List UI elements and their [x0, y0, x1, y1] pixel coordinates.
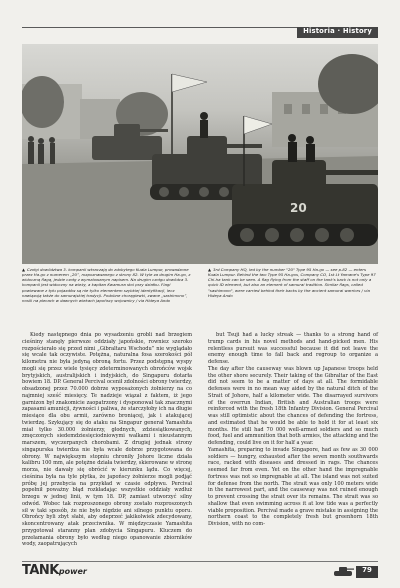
body-english — [208, 332, 378, 528]
caption-polish-text: Czołgi dowództwa 3. kompanii wkraczają do zdobytego Kuala Lumpur, prowadzone przez Ha-go z numerem „20”, rozpoznawanego z strony 82. W tyle za drugim Ha-go, z widoczną flagą, jedzie czołg z wymalowanym napisem. Na drugim czołgu dowódca 3. kompanii jest widoczny na wieży, a kapitan Kwamura stoi przy działku. Flagi powiewane z tyłu pojazdów są nie tylko elementem szybkiej identyfikacji, lecz nawiązują także do samurajskiej tradycji. Podobne chorągiewki, zwane „sashimono”, nosili na plecach w dawnych wiekach japońscy wojownicy / via Hideya Ando — [22, 267, 191, 303]
tank-icon — [332, 566, 354, 577]
logo-sub: power — [58, 567, 87, 576]
caption-english — [208, 267, 378, 298]
caption-arrow-icon: ▲ — [22, 267, 25, 272]
caption-english-text: 3rd Company HQ, led by the number "20" Type 95 Ha-go — see p.82 — enters Kuala Lumpur. Behind the two Type 95 Ha-gos, Company CO, 1st Lt Yamane's Type 97 Chi-ha tank can be seen. A flag flying from the staff on the tank's back is not only a quick ID element, but also an element of samurai tradition. Similar flags, called "sashimono", were carried behind their backs by the ancient samurai warriors / via Hideya Ando — [208, 267, 376, 298]
caption-polish — [22, 267, 192, 303]
svg-text:20: 20 — [290, 201, 307, 215]
body-polish: Kiedy następnego dnia po wysadzeniu grobli nad brzegiem cieśniny stanęły pierwsze oddziały japońskie, rowniez szeroko rozpościerało się przed nimi „Gibraltaru Wschodu” nie wyglądało się wcale tak oczywiste. Potężna, naturalna fosa szerokości pół kilometra nie była jedyną obroną fortu. Przez podstępną wyspy mogli się przez wiele tysięcy zdeterminowanych obrońców wojsk brytyjskich, australijskich i indyjskich, do Singapuru dotarła bowiem 18. DP. Generał Percival ocenił zdolności obrony twierdzy, obsadzonej przez 70.000 dobrze wyposażonych żołnierzy na co najmniej sześć miesięcy. Te nadzieje wiązał z faktem, iż jego garnizon był znakomicie zaopatrzony i dysponował tak znacznymi zapasami amunicji, żywności i paliwa, że starczyłoby ich na długie miesiące dla obu armii, zarówno broniącej, jak i atakującej twierdzę. Szykujący się do ataku na Singapur generał Yamashita miał tylko 30.000 żołnierzy, głodnych, zdziesiątkowanych, zmęczonych siedemdziesięciodniowymi walkami i nieustannym marszem, wyczerpanych chorobami. Z drugiej jednak strony singapurska twierdza nie była wcale dobrze przygotowana do obrony. W największym stopniu chroniły Johore liczne działa kalibru 100 mm, ale potężne działa twierdzy, skierowane w stronę morza, nie dawały się obrócić w kierunku lądu. Co więcej, cieśnina była na tyle płytka, że japońscy żołnierze mogli podjąć próbę jej przebycia na przykład w czasie odpływu. Percival popełnił poważny błąd rozkładając wszystkie oddziały wzdłuż brzegu w jednej linii, w tym 18. DP, zamiast utworzyć silny odwód. Wobec tak rozproszonego obrony zostało rozproszonych sił w taki sposób, że nie było nigdzie ani silnego punktu oporu. Obrońcy byli zbyt słabi, aby odeprzeć jakikolwiek zdecydowany, skoncentrowany atak przeciwnika. W międzyczasie Yamashita przygotował staranny plan zdobycia Singapuru. Kluczem do przełamania obrony było według niego opanowanie zbiorników wody, zaopatrujących — [22, 332, 192, 548]
caption-arrow-icon: ▲ — [208, 267, 211, 272]
logo-main: TANK — [22, 563, 59, 578]
body-english-text: but Tsuji had a lucky streak — thanks to a strong hand of trump cards in his novel methods and hand-picked men. His relentless pursuit was successful because it did not leave the enemy enough time to fall back and regroup to organize a defense. The day after the causeway was blown up Japanese troops held the other shore securely. Their taking of the Gibraltar of the East did not seem to be a matter of days at all. The formidable defenses were in no mean way aided by the natural ditch of the Strait of Johore, half a kilometer wide. The disarrayed survivors of the overrun Indian, British and Australian troops were reinforced with the fresh 18th Infantry Division. General Percival was still optimistic about the chances of defending the fortress, and estimated that he would be able to hold it for at least six months. He still had 70 000 well-armed soldiers and so much food, fuel and ammunition that both armies, the attacking and the defending, could live on it for half a year. Yamashita, preparing to invade Singapore, had as few as 30 000 soldiers — hungry, exhausted after the seven month southwards race, racked with diseases and dressed in rags. The chances seemed far from even. Yet on the other hand the impregnable fortress was not so impregnable at all. The island was not suited for defense from the north. The strait was only 100 meters wide in the narrowest part, and the causeway was not ruined enough to prevent crossing the strait over its remains. The strait was so shallow that even swimming across it at low tide was a perfectly viable proposition. Percival made a grave mistake in assigning the northern coast to the completely fresh but greenhorn 18th Division, with no com- — [208, 332, 379, 527]
magazine-logo — [22, 563, 87, 578]
page-number: 79 — [356, 566, 378, 578]
section-label: Historia · History — [297, 27, 378, 38]
footer-rule — [22, 561, 378, 562]
photo-tanks-kuala-lumpur — [22, 44, 378, 264]
